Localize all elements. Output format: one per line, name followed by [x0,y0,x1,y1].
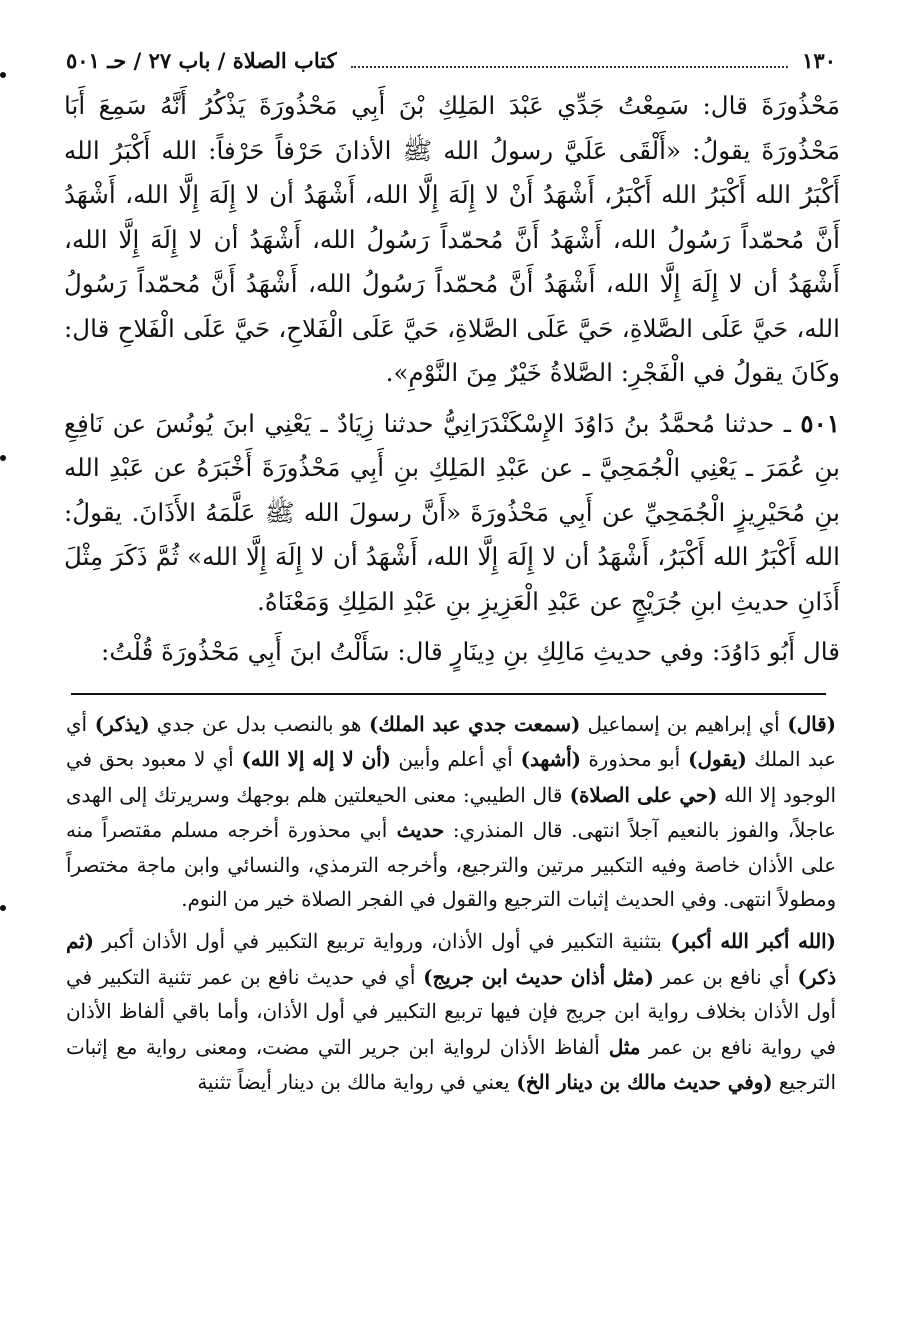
commentary-lemma: (ثم ذكر) [66,929,837,989]
commentary-text: أي أعلم وأبين [391,748,513,772]
commentary [66,707,836,1102]
commentary-lemma: (الله أكبر الله أكبر) [661,929,836,954]
footnote-separator [71,693,826,695]
commentary-text: أي في حديث نافع بن عمر تثنية التكبير في أول الأذان بخلاف رواية ابن جريج فإن فيها تربيع التكبير في أول الأذان، وأما باقي ألفاظ الأذان في رواية نافع بن عمر [66,965,836,1059]
hadith-501 [64,402,840,625]
commentary-lemma: (يقول) [680,747,747,772]
page-header [66,40,836,80]
book-page [64,40,840,1107]
commentary-lemma: حديث [387,818,445,843]
abu-dawud-note: قال أَبُو دَاوُدَ: وفي حديثِ مَالِكِ بنِ دِينَارٍ قال: سَأَلْتُ ابنَ أَبِي مَحْذُورَةَ قُلْتُ: [101,637,840,666]
commentary-text: ألفاظ الأذان لرواية ابن جرير التي مضت، ومعنى رواية مع إثبات الترجيع [66,1035,836,1095]
commentary-text: بتثنية التكبير في أول الأذان، ورواية تربيع التكبير في أول الأذان أكبر [94,930,662,954]
commentary-lemma: (سمعت جدي عبد الملك) [361,711,581,736]
commentary-text: أي إبراهيم بن إسماعيل [580,712,780,736]
hadith-number-dash: ـ [774,408,801,438]
commentary-paragraph-2 [66,924,836,1101]
commentary-text: يعني في رواية مالك بن دينار أيضاً تثنية [197,1071,510,1095]
page-number: ١٣٠ [802,47,836,73]
margin-mark-bottom [0,905,6,911]
commentary-text: أي لا معبود بحق في الوجود إلا الله [66,748,836,807]
commentary-lemma: (وفي حديث مالك بن دينار الخ) [509,1070,773,1095]
hadith-text [64,84,840,675]
commentary-text: قال الطيبي: معنى الحيعلتين هلم بوجهك وسريرتك إلى الهدى عاجلاً، والفوز بالنعيم آجلاً انتهى. قال المنذري: [66,783,836,843]
hadith-500-continuation: مَحْذُورَةَ قال: سَمِعْتُ جَدِّي عَبْدَ المَلِكِ بْنَ أَبِي مَحْذُورَةَ يَذْكُرُ أَنَّهُ سَمِعَ أَبَا مَحْذُورَةَ يقولُ: «أَلْقَى عَلَيَّ رسولُ الله ﷺ الأذانَ حَرْفاً حَرْفاً: الله أَكْبَرُ الله أَكْبَرُ الله أَكْبَرُ الله أَكْبَرُ، أَشْهَدُ أَنْ لا إِلَهَ إِلَّا الله، أَشْهَدُ أن لا إِلَهَ إِلَّا الله، أَشْهَدُ أَنَّ مُحمّداً رَسُولُ الله، أَشْهَدُ أَنَّ مُحمّداً رَسُولُ الله، أَشْهَدُ أن لا إِلَهَ إِلَّا الله، أَشْهَدُ أن لا إِلَهَ إِلَّا الله، أَشْهَدُ أَنَّ مُحمّداً رَسُولُ الله، أَشْهَدُ أَنَّ مُحمّداً رَسُولُ الله، حَيَّ عَلَى الصَّلاةِ، حَيَّ عَلَى الصَّلاةِ، حَيَّ عَلَى الْفَلاحِ، حَيَّ عَلَى الْفَلاحِ قال: وكَانَ يقولُ في الْفَجْرِ: الصَّلاةُ خَيْرٌ مِنَ النَّوْمِ». [64,91,840,387]
commentary-text: أبي محذورة أخرجه مسلم مقتصراً منه على الأذان خاصة وفيه التكبير مرتين والترجيع، وأخرجه الترمذي، والنسائي وابن ماجة مختصراً ومطولاً انتهى. وفي الحديث إثبات الترجيع والقول في الفجر الصلاة خير من النوم. [66,819,836,912]
commentary-text: أي نافع بن عمر [653,965,790,989]
commentary-text: أي عبد الملك [66,712,836,772]
header-dotted-leader [351,52,789,68]
margin-mark-middle [0,455,6,461]
commentary-text: هو بالنصب بدل عن جدي [149,712,362,736]
commentary-lemma: مثل [599,1034,641,1059]
commentary-lemma: (حي على الصلاة) [562,782,718,807]
commentary-lemma: (يذكر) [86,711,150,736]
hadith-number: ٥٠١ [800,408,840,438]
running-title: كتاب الصلاة / باب ٢٧ / حـ ٥٠١ [66,47,337,73]
hadith-501-text: حدثنا مُحمَّدُ بنُ دَاوُدَ الإِسْكَنْدَرَانِيُّ حدثنا زِيَادٌ ـ يَعْنِي ابنَ يُونُسَ عن نَافِعِ بنِ عُمَرَ ـ يَعْنِي الْجُمَحِيَّ ـ عن عَبْدِ المَلِكِ بنِ أَبِي مَحْذُورَةَ أَخْبَرَهُ عن عَبْدِ الله بنِ مُحَيْرِيزٍ الْجُمَحِيِّ عن أَبِي مَحْذُورَةَ «أَنَّ رسولَ الله ﷺ عَلَّمَهُ الأَذَانَ. يقولُ: الله أَكْبَرُ الله أَكْبَرُ، أَشْهَدُ أن لا إِلَهَ إِلَّا الله، أَشْهَدُ أن لا إِلَهَ إِلَّا الله» ثُمَّ ذَكَرَ مِثْلَ أَذَانِ حديثِ ابنِ جُرَيْجٍ عن عَبْدِ الْعَزِيزِ بنِ عَبْدِ المَلِكِ وَمَعْنَاهُ. [64,408,840,616]
commentary-paragraph-1 [66,707,836,919]
margin-mark-top [0,72,6,78]
commentary-text: أبو محذورة [580,748,681,772]
commentary-lemma: (مثل أذان حديث ابن جريج) [415,964,654,989]
commentary-lemma: (قال) [779,711,836,736]
commentary-lemma: (أشهد) [512,747,581,772]
commentary-lemma: (أن لا إله إلا الله) [233,747,392,772]
